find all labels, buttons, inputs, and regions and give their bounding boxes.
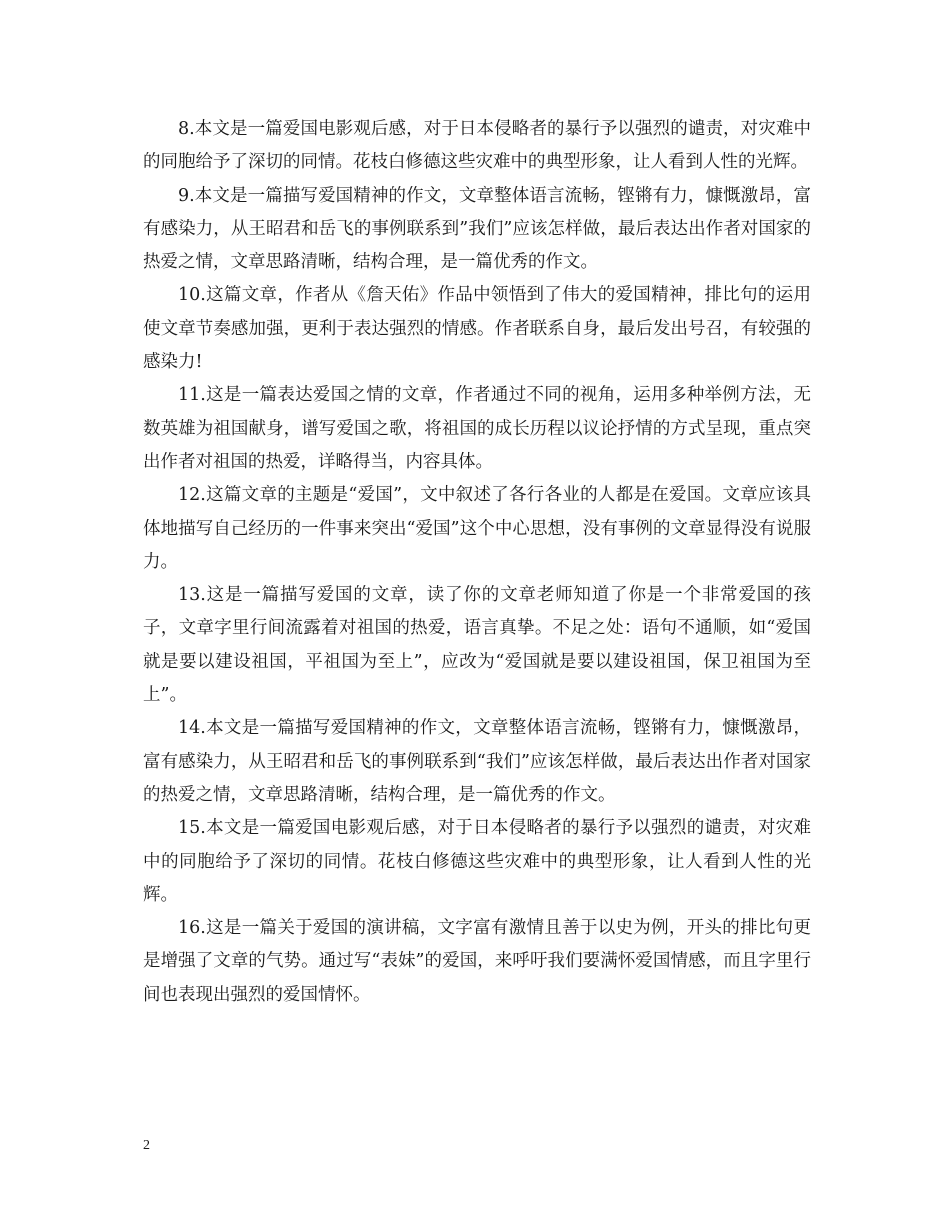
comment-paragraph-11: 11.这是一篇表达爱国之情的文章，作者通过不同的视角，运用多种举例方法，无数英雄为祖国献身，谱写爱国之歌，将祖国的成长历程以议论抒情的方式呈现，重点突出作者对祖国的热爱，详略得当，内容具体。 (143, 385, 811, 472)
comment-paragraph-16: 16.这是一篇关于爱国的演讲稿，文字富有激情且善于以史为例，开头的排比句更是增强了文章的气势。通过写“表妹”的爱国，来呼吁我们要满怀爱国情感，而且字里行间也表现出强烈的爱国情怀。 (143, 918, 811, 1005)
comment-paragraph-13: 13.这是一篇描写爱国的文章，读了你的文章老师知道了你是一个非常爱国的孩子，文章字里行间流露着对祖国的热爱，语言真挚。不足之处：语句不通顺，如“爱国就是要以建设祖国，平祖国为至上”，应改为“爱国就是要以建设祖国，保卫祖国为至上”。 (143, 585, 811, 706)
comment-paragraph-10: 10.这篇文章，作者从《詹天佑》作品中领悟到了伟大的爱国精神，排比句的运用使文章节奏感加强，更利于表达强烈的情感。作者联系自身，最后发出号召，有较强的感染力! (143, 285, 811, 373)
document-body (143, 113, 811, 1012)
comment-paragraph-9: 9.本文是一篇描写爱国精神的作文，文章整体语言流畅，铿锵有力，慷慨激昂，富有感染力，从王昭君和岳飞的事例联系到”我们”应该怎样做，最后表达出作者对国家的热爱之情，文章思路清晰，结构合理，是一篇优秀的作文。 (143, 185, 811, 273)
comment-paragraph-15: 15.本文是一篇爱国电影观后感，对于日本侵略者的暴行予以强烈的谴责，对灾难中的同胞给予了深切的同情。花枝白修德这些灾难中的典型形象，让人看到人性的光辉。 (143, 818, 811, 905)
page-number: 2 (143, 1138, 150, 1153)
comment-paragraph-14: 14.本文是一篇描写爱国精神的作文，文章整体语言流畅，铿锵有力，慷慨激昂，富有感染力，从王昭君和岳飞的事例联系到“我们”应该怎样做，最后表达出作者对国家的热爱之情，文章思路清晰，结构合理，是一篇优秀的作文。 (143, 718, 811, 805)
comment-paragraph-8: 8.本文是一篇爱国电影观后感，对于日本侵略者的暴行予以强烈的谴责，对灾难中的同胞给予了深切的同情。花枝白修德这些灾难中的典型形象，让人看到人性的光辉。 (143, 119, 811, 173)
comment-paragraph-12: 12.这篇文章的主题是“爱国”，文中叙述了各行各业的人都是在爱国。文章应该具体地描写自己经历的一件事来突出“爱国”这个中心思想，没有事例的文章显得没有说服力。 (143, 485, 811, 572)
